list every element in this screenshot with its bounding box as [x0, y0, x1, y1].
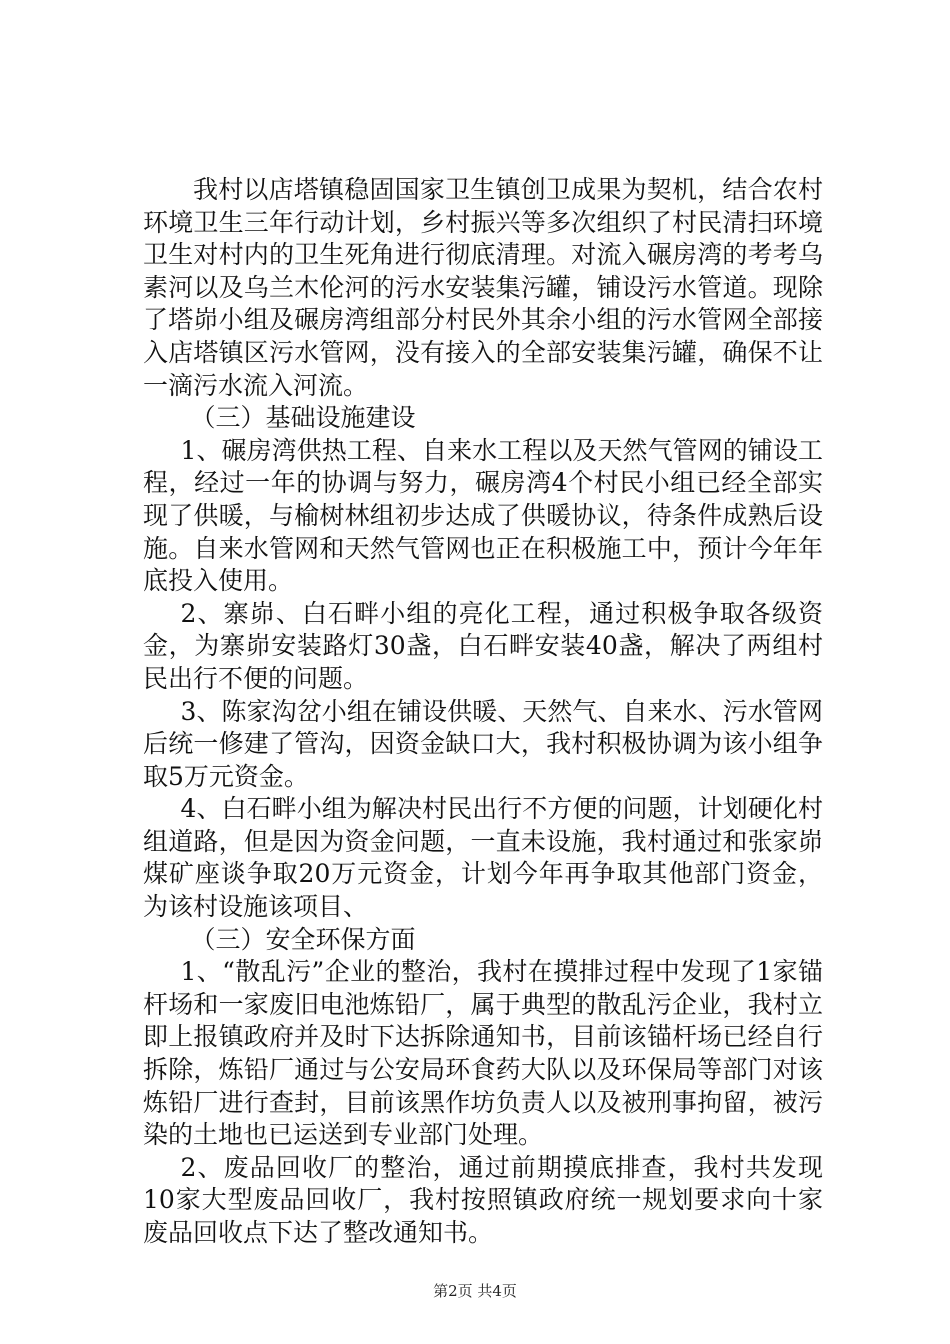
paragraph-lighting-project: 2、寨峁、白石畔小组的亮化工程，通过积极争取各级资金，为寨峁安装路灯30盏，白石畔安装40盏，解决了两组村民出行不便的问题。 — [143, 598, 823, 693]
paragraph-pipe-trench: 3、陈家沟岔小组在铺设供暖、天然气、自来水、污水管网后统一修建了管沟，因资金缺口大，我村积极协调为该小组争取5万元资金。 — [143, 696, 823, 791]
paragraph-road-hardening: 4、白石畔小组为解决村民出行不方便的问题，计划硬化村组道路，但是因为资金问题，一直未设施，我村通过和张家峁煤矿座谈争取20万元资金，计划今年再争取其他部门资金，为该村设施该项目、 — [143, 794, 823, 922]
paragraph-recycling-plants: 2、废品回收厂的整治，通过前期摸底排查，我村共发现10家大型废品回收厂，我村按照镇政府统一规划要求向十家废品回收点下达了整改通知书。 — [143, 1152, 823, 1247]
paragraph-sanitation: 我村以店塔镇稳固国家卫生镇创卫成果为契机，结合农村环境卫生三年行动计划，乡村振兴等多次组织了村民清扫环境卫生对村内的卫生死角进行彻底清理。对流入碾房湾的考考乌素河以及乌兰木伦河的污水安装集污罐，铺设污水管道。现除了塔峁小组及碾房湾组部分村民外其余小组的污水管网全部接入店塔镇区污水管网，没有接入的全部安装集污罐，确保不让一滴污水流入河流。 — [143, 175, 823, 400]
paragraph-heating-project: 1、碾房湾供热工程、自来水工程以及天然气管网的铺设工程，经过一年的协调与努力，碾房湾4个村民小组已经全部实现了供暖，与榆树林组初步达成了供暖协议，待条件成熟后设施。自来水管网和天然气管网也正在积极施工中，预计今年年底投入使用。 — [143, 435, 823, 596]
section-heading-safety-environment: （三）安全环保方面 — [190, 924, 416, 954]
document-body — [143, 174, 823, 1250]
paragraph-pollution-enterprises: 1、“散乱污”企业的整治，我村在摸排过程中发现了1家锚杆场和一家废旧电池炼铅厂，属于典型的散乱污企业，我村立即上报镇政府并及时下达拆除通知书，目前该锚杆场已经自行拆除，炼铅厂通过与公安局环食药大队以及环保局等部门对该炼铅厂进行查封，目前该黑作坊负责人以及被刑事拘留，被污染的土地也已运送到专业部门处理。 — [143, 957, 823, 1150]
page-number-footer: 第2页 共4页 — [433, 1282, 517, 1300]
section-heading-infrastructure: （三）基础设施建设 — [190, 403, 416, 433]
